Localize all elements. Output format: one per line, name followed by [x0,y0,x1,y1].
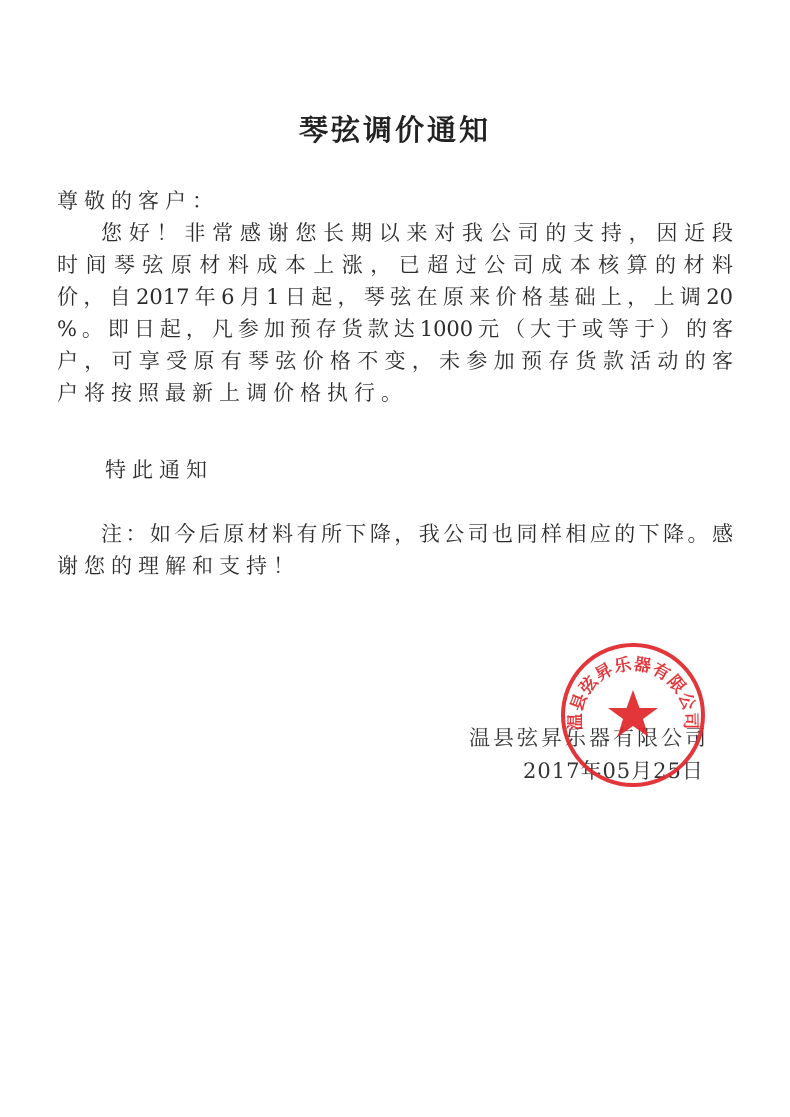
body-line: 户将按照最新上调价格执行。 [57,381,408,405]
note-line: 注：如今后原材料有所下降，我公司也同样相应的下降。感 [101,522,733,546]
closing-text: 特此通知 [105,458,213,482]
body-line: %。即日起，凡参加预存货款达1000元（大于或等于）的客 [57,317,733,341]
signature-company: 温县弦昇乐器有限公司 [469,726,709,750]
body-line: 您好！非常感谢您长期以来对我公司的支持，因近段 [101,221,733,245]
company-seal [558,640,708,790]
body-line: 时间琴弦原材料成本上涨，已超过公司成本核算的材料 [57,253,733,277]
document-title: 琴弦调价通知 [298,113,491,147]
star-icon [608,690,658,737]
seal-graphic [558,640,708,790]
salutation: 尊敬的客户： [57,189,219,213]
signature-date: 2017年05月25日 [523,759,704,783]
body-line: 户，可享受原有琴弦价格不变，未参加预存货款活动的客 [57,349,733,373]
body-line: 价，自2017年6月1日起，琴弦在原来价格基础上，上调20 [57,285,733,309]
seal-text: 温县弦昇乐器有限公司 [565,654,701,731]
note-line: 谢您的理解和支持！ [57,554,300,578]
